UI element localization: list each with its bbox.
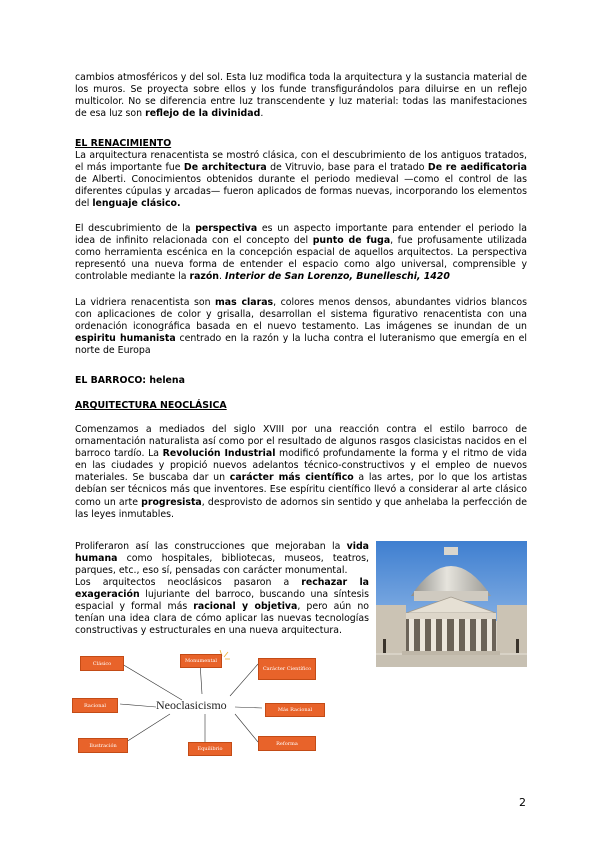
neoclasica-paragraph-1: Comenzamos a mediados del siglo XVIII por una reacción contra el estilo barroco de ornamentación naturalista así como por el resultado de algunos rasgos clasicistas nacidos en el barroco tardío. La Revolución Industrial modificó profundamente la forma y el ritmo de vida en las ciudades y propició nuevos adelantos técnico-constructivos y el empleo de nuevos materiales. Se buscaba dar un carácter más científico a las artes, por lo que los artistas debían ser técnicos más que inventores. Ese espíritu científico llevó a considerar al arte clásico como un arte progresista, desprovisto de adornos sin sentido y que anhelaba la perfección de las leyes inmutables. — [75, 424, 528, 520]
renacimiento-paragraph-3: La vidriera renacentista son mas claras, colores menos densos, abundantes vidrios blancos con aplicaciones de color y grisalla, desarrollan el sistema figurativo renacentista con una ordenación iconográfica basada en el nuevo testamento. Las imágenes se inundan de un espiritu humanista centrado en la razón y la lucha contra el luteranismo que emergía en el norte de Europa — [75, 297, 528, 357]
diagram-box-ilustracion: Ilustración — [78, 738, 128, 753]
neoclasica-paragraph-3: Los arquitectos neoclásicos pasaron a rechazar la exageración lujuriante del barroco, buscando una síntesis espacial y formal más racional y objetiva, pero aún no tenían una idea clara de cómo aplicar las nuevas tecnologías constructivas y estructurales en una nueva arquitectura. — [75, 577, 370, 637]
diagram-box-equilibrio: Equilibrio — [188, 742, 232, 756]
barroco-heading: EL BARROCO: helena — [75, 375, 185, 386]
intro-paragraph: cambios atmosféricos y del sol. Esta luz modifica toda la arquitectura y la sustancia material de los muros. Se proyecta sobre ellos y los funde transfigurándolos para diluirse en un reflejo multicolor. No se diferencia entre luz transcendente y luz material: todas las manifestaciones de esa luz son reflejo de la divinidad. — [75, 72, 527, 120]
neoclasicismo-diagram — [60, 650, 380, 775]
diagram-box-mas-racional: Más Racional — [265, 703, 325, 717]
renacimiento-heading: EL RENACIMIENTO — [75, 138, 172, 149]
diagram-box-caracter-cientifico: Carácter Científico — [258, 658, 316, 680]
diagram-box-monumental: Monumental — [180, 654, 222, 668]
diagram-box-clasico: Clásico — [80, 656, 124, 671]
renacimiento-paragraph-1: La arquitectura renacentista se mostró clásica, con el descubrimiento de los antiguos tratados, el más importante fue De architectura de Vitruvio, base para el tratado De re aedificatoria de Alberti. Conocimientos obtenidos durante el periodo medieval —como el control de las diferentes cúpulas y arcadas— fueron aplicados de formas nuevas, incorporando los elementos del lenguaje clásico. — [75, 150, 527, 210]
neoclasica-paragraph-2: Proliferaron así las construcciones que mejoraban la vida humana como hospitales, bibliotecas, museos, teatros, parques, etc., eso sí, pensadas con carácter monumental. — [75, 541, 369, 577]
diagram-box-reforma: Reforma — [258, 736, 316, 751]
neoclasica-heading: ARQUITECTURA NEOCLÁSICA — [75, 400, 227, 411]
renacimiento-paragraph-2: El descubrimiento de la perspectiva es un aspecto importante para entender el periodo la idea de infinito relacionada con el concepto del punto de fuga, fue profusamente utilizada como herramienta escénica en la concepción espacial de aquellos arquitectos. La perspectiva representó una nueva forma de entender el espacio como algo universal, comprensible y controlable mediante la razón. Interior de San Lorenzo, Bunelleschi, 1420 — [75, 223, 528, 283]
church-illustration — [376, 541, 527, 667]
diagram-box-racional: Racional — [72, 698, 118, 713]
neoclassical-church-photo — [376, 541, 527, 667]
page-number: 2 — [519, 796, 526, 809]
diagram-center-label: Neoclasicismo — [156, 698, 227, 712]
